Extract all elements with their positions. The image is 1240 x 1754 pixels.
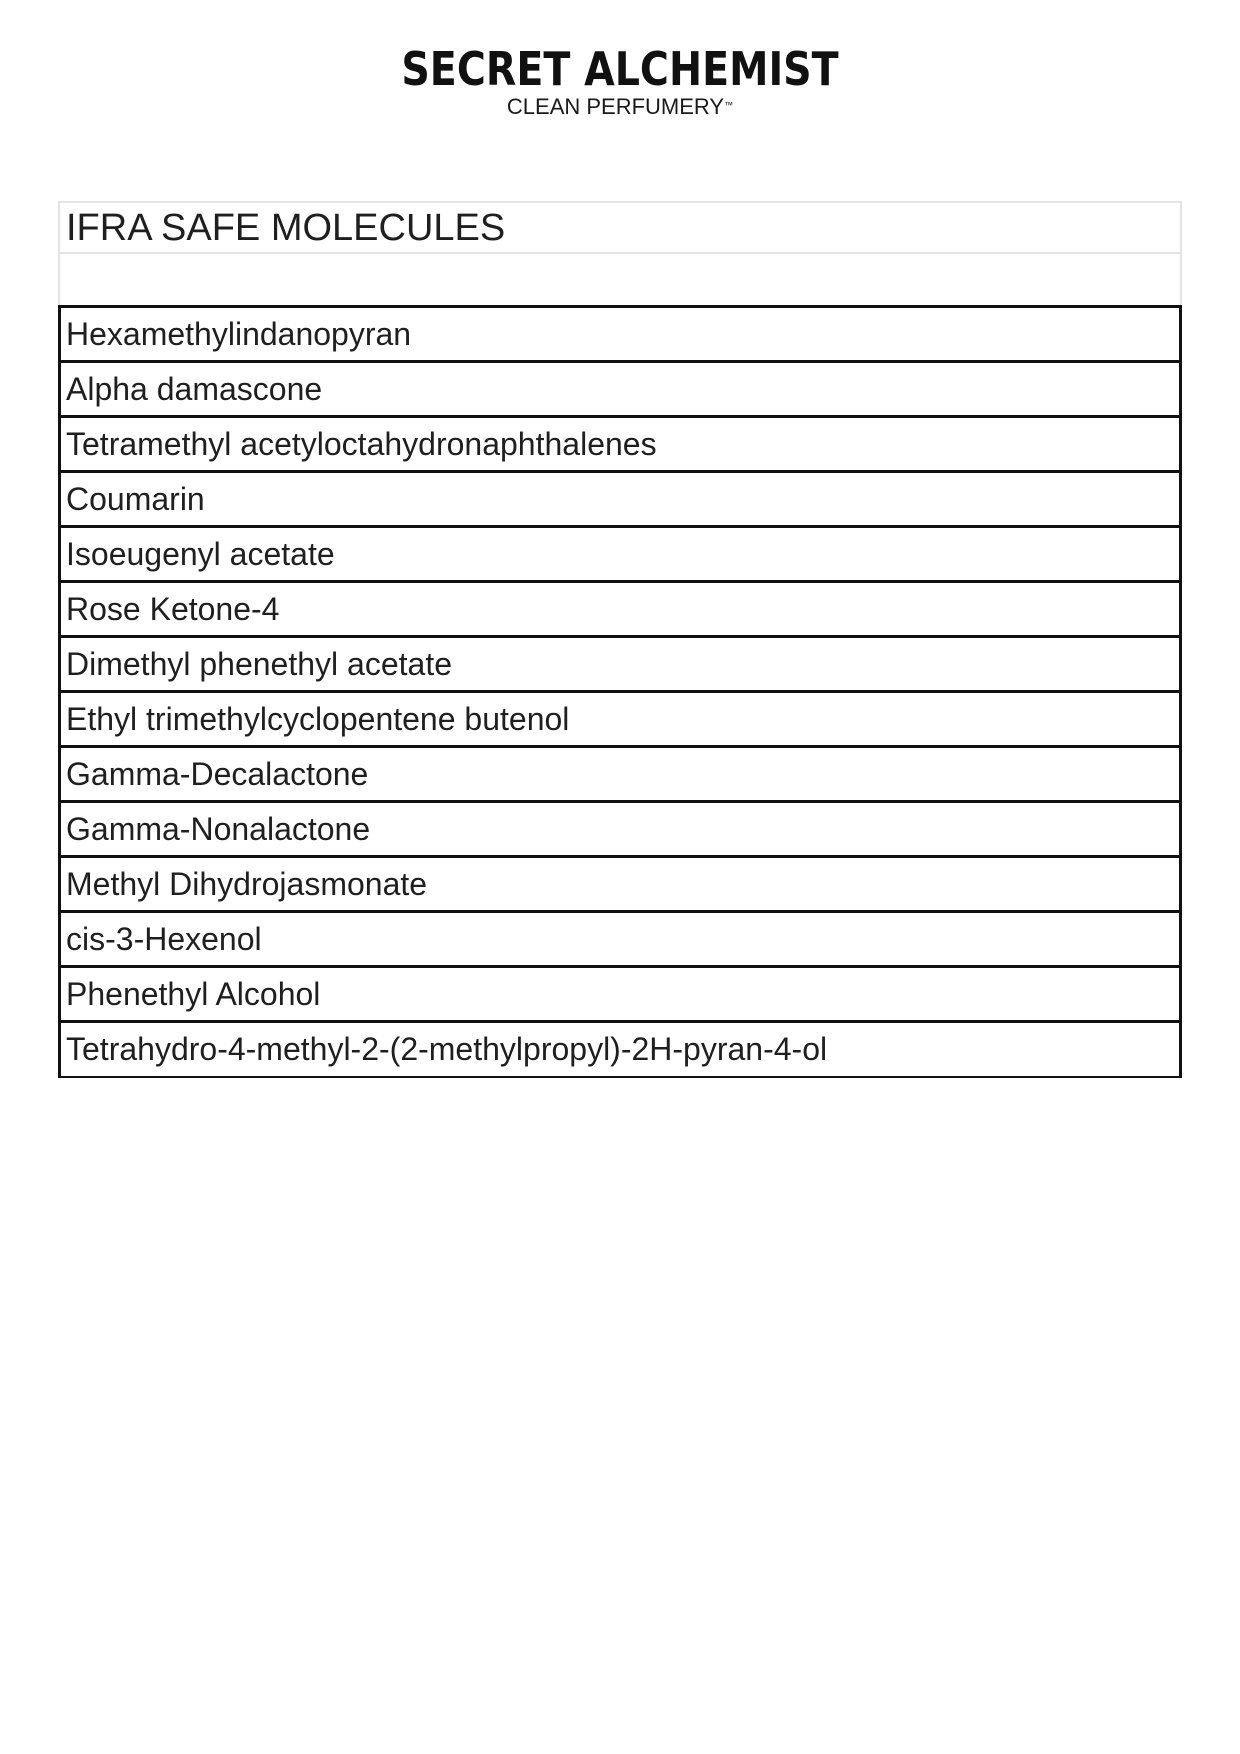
table-row: Gamma-Decalactone (61, 748, 1179, 803)
table-row: Phenethyl Alcohol (61, 968, 1179, 1023)
brand-name: SECRET ALCHEMIST (401, 42, 839, 96)
brand-tagline (0, 94, 1240, 120)
molecule-rows (58, 305, 1182, 1078)
table-title: IFRA SAFE MOLECULES (58, 201, 1182, 253)
table-row: Gamma-Nonalactone (61, 803, 1179, 858)
table-row: Coumarin (61, 473, 1179, 528)
table-row: Tetrahydro-4-methyl-2-(2-methylpropyl)-2H-pyran-4-ol (66, 1031, 828, 1067)
table-row: Alpha damascone (61, 363, 1179, 418)
molecules-table (58, 201, 1182, 1078)
table-row: cis-3-Hexenol (61, 913, 1179, 968)
table-row: Methyl Dihydrojasmonate (61, 858, 1179, 913)
trademark-symbol: ™ (724, 100, 734, 110)
brand-tagline-text: CLEAN PERFUMERY (506, 94, 725, 119)
table-row: Tetramethyl acetyloctahydronaphthalenes (61, 418, 1179, 473)
table-row: Dimethyl phenethyl acetate (61, 638, 1179, 693)
brand-logo (0, 42, 1240, 120)
table-row: Hexamethylindanopyran (61, 308, 1179, 363)
blank-cell (58, 253, 1182, 305)
table-row: Ethyl trimethylcyclopentene butenol (61, 693, 1179, 748)
table-row: Rose Ketone-4 (61, 583, 1179, 638)
table-row: Isoeugenyl acetate (61, 528, 1179, 583)
